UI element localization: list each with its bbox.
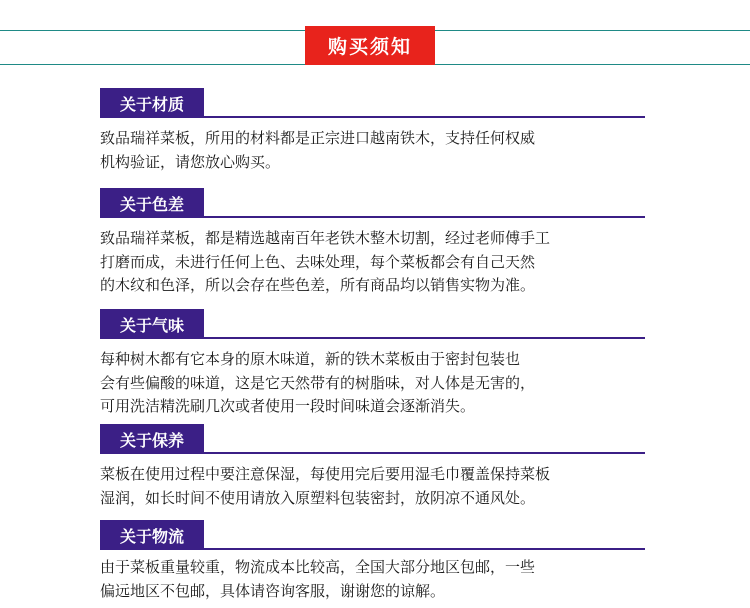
section-header [100, 424, 645, 454]
section-header [100, 520, 645, 550]
body-line: 菜板在使用过程中要注意保湿，每使用完后要用湿毛巾覆盖保持菜板 [100, 465, 551, 483]
section-underline [100, 452, 645, 454]
section-tag: 关于保养 [100, 424, 204, 454]
body-line: 湿润，如长时间不使用请放入原塑料包装密封，放阴凉不通风处。 [100, 488, 536, 507]
section-tag: 关于色差 [100, 188, 204, 218]
body-line: 致品瑞祥菜板，所用的材料都是正宗进口越南铁木，支持任何权威 [100, 129, 536, 147]
section-underline [100, 216, 645, 218]
section-tag: 关于气味 [100, 309, 204, 339]
body-line: 会有些偏酸的味道，这是它天然带有的树脂味，对人体是无害的， [100, 373, 536, 392]
notice-banner: 购买须知 [305, 26, 435, 65]
body-line: 由于菜板重量较重，物流成本比较高，全国大部分地区包邮，一些 [100, 558, 536, 576]
section-body [100, 463, 645, 510]
body-line: 偏远地区不包邮，具体请咨询客服，谢谢您的谅解。 [100, 581, 446, 600]
section-underline [100, 116, 645, 118]
section-tag: 关于物流 [100, 520, 204, 550]
body-line: 可用洗洁精洗刷几次或者使用一段时间味道会逐渐消失。 [100, 397, 476, 415]
body-line: 的木纹和色泽，所以会存在些色差，所有商品均以销售实物为准。 [100, 276, 536, 294]
section-body [100, 348, 645, 419]
section-header [100, 88, 645, 118]
section-underline [100, 337, 645, 339]
section-header [100, 188, 645, 218]
body-line: 致品瑞祥菜板，都是精选越南百年老铁木整木切割，经过老师傅手工 [100, 229, 551, 247]
section-body [100, 556, 645, 603]
section-material [100, 88, 645, 174]
body-line: 打磨而成，未进行任何上色、去味处理，每个菜板都会有自己天然 [100, 252, 536, 271]
section-body [100, 227, 645, 298]
body-line: 机构验证，请您放心购买。 [100, 152, 281, 171]
section-logistics [100, 520, 645, 603]
section-color-difference [100, 188, 645, 298]
body-line: 每种树木都有它本身的原木味道，新的铁木菜板由于密封包装也 [100, 350, 521, 368]
section-body [100, 127, 645, 174]
section-header [100, 309, 645, 339]
section-maintenance [100, 424, 645, 510]
section-smell [100, 309, 645, 419]
section-underline [100, 548, 645, 550]
section-tag: 关于材质 [100, 88, 204, 118]
